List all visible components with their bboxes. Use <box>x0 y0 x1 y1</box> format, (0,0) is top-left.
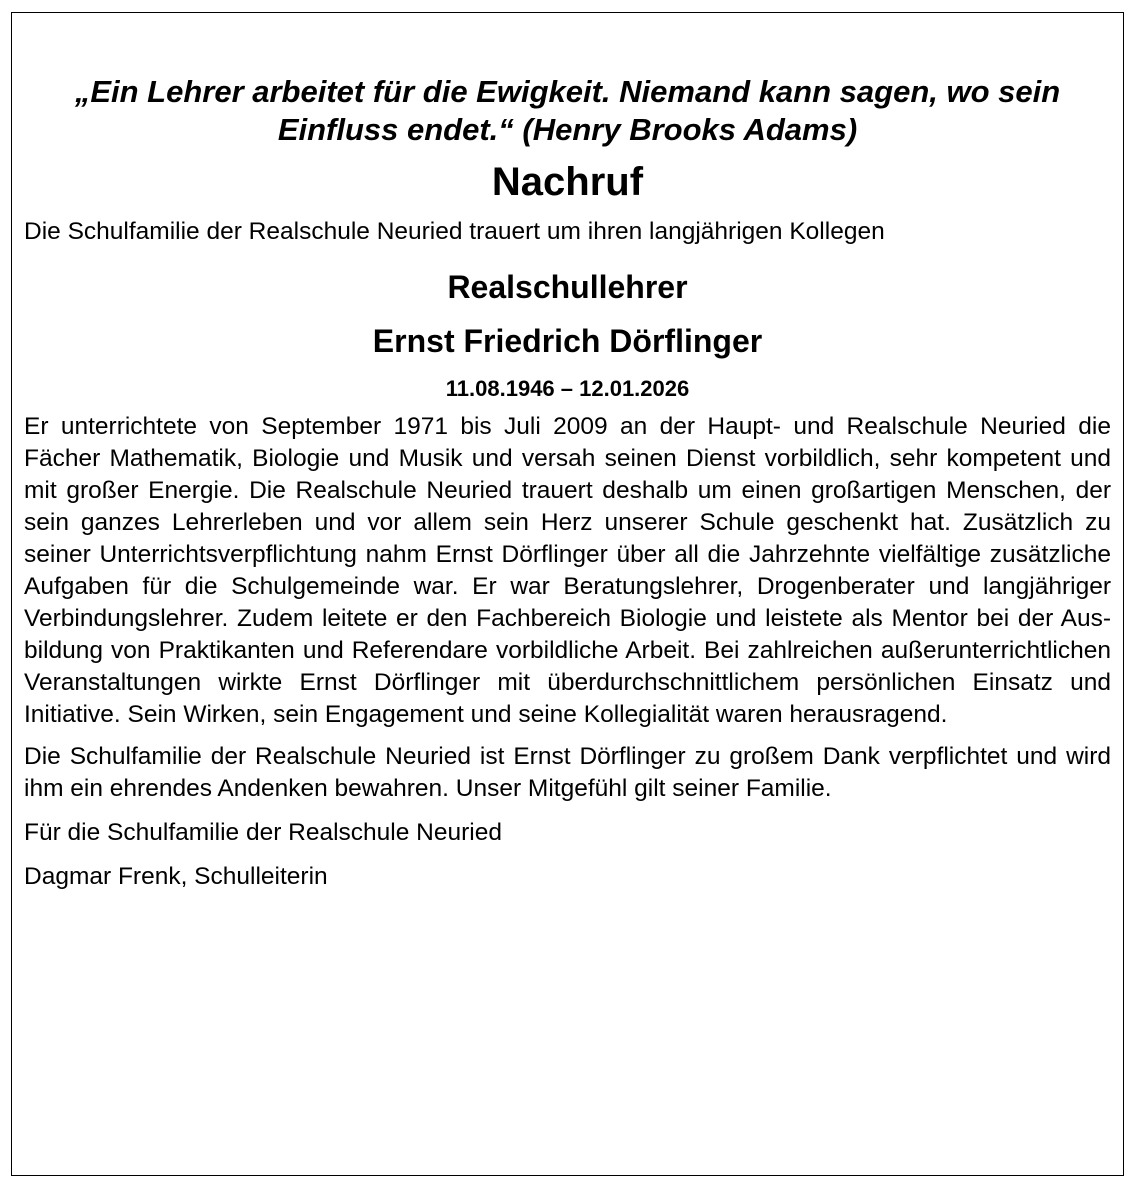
page-title: Nachruf <box>491 160 644 204</box>
epigraph-quote: „Ein Lehrer arbeitet für die Ewigkeit. Niemand kann sagen, wo sein Einfluss endet.“ (Henry Brooks Adams) <box>74 74 1061 147</box>
obituary-frame <box>11 12 1124 1176</box>
signature-line: Dagmar Frenk, Schulleiterin <box>24 863 328 890</box>
tribute-paragraph: Er unterrichtete von September 1971 bis Juli 2009 an der Haupt- und Realschule Neuried die Fächer Mathematik, Biologie und Musik und versah seinen Dienst vorbildlich, sehr kompetent und mit großer Energie. Die Realschule Neuried trauert deshalb um einen großartigen Menschen, der sein ganzes Lehrerleben und vor allem sein Herz unserer Schule geschenkt hat. Zusätzlich zu seiner Unterrichtsverpflichtung nahm Ernst Dörflinger über all die Jahrzehnte vielfältige zusätzliche Aufgaben für die Schulgemeinde war. Er war Beratungslehrer, Drogenberater und langjähriger Verbindungslehrer. Zudem leitete er den Fachbereich Biologie und leistete als Mentor bei der Ausbildung von Praktikanten und Referendare vorbildliche Arbeit. Bei zahlreichen außerunterrichtlichen Veranstaltungen wirkte Ernst Dörflinger mit überdurchschnittlichem persönlichen Einsatz und Initiative. Sein Wirken, sein Engagement und seine Kollegialität waren herausragend. <box>24 413 1111 728</box>
closing-line: Für die Schulfamilie der Realschule Neuried <box>24 819 502 846</box>
intro-line: Die Schulfamilie der Realschule Neuried trauert um ihren langjährigen Kollegen <box>24 218 885 245</box>
deceased-rank: Realschullehrer <box>447 269 688 305</box>
life-dates: 11.08.1946 – 12.01.2026 <box>445 376 690 401</box>
obituary-content <box>24 73 1111 893</box>
gratitude-paragraph: Die Schulfamilie der Realschule Neuried ist Ernst Dörflinger zu großem Dank verpflichtet und wird ihm ein ehrendes Andenken bewahren. Unser Mitgefühl gilt seiner Familie. <box>24 743 1111 802</box>
deceased-name: Ernst Friedrich Dörflinger <box>372 323 763 359</box>
